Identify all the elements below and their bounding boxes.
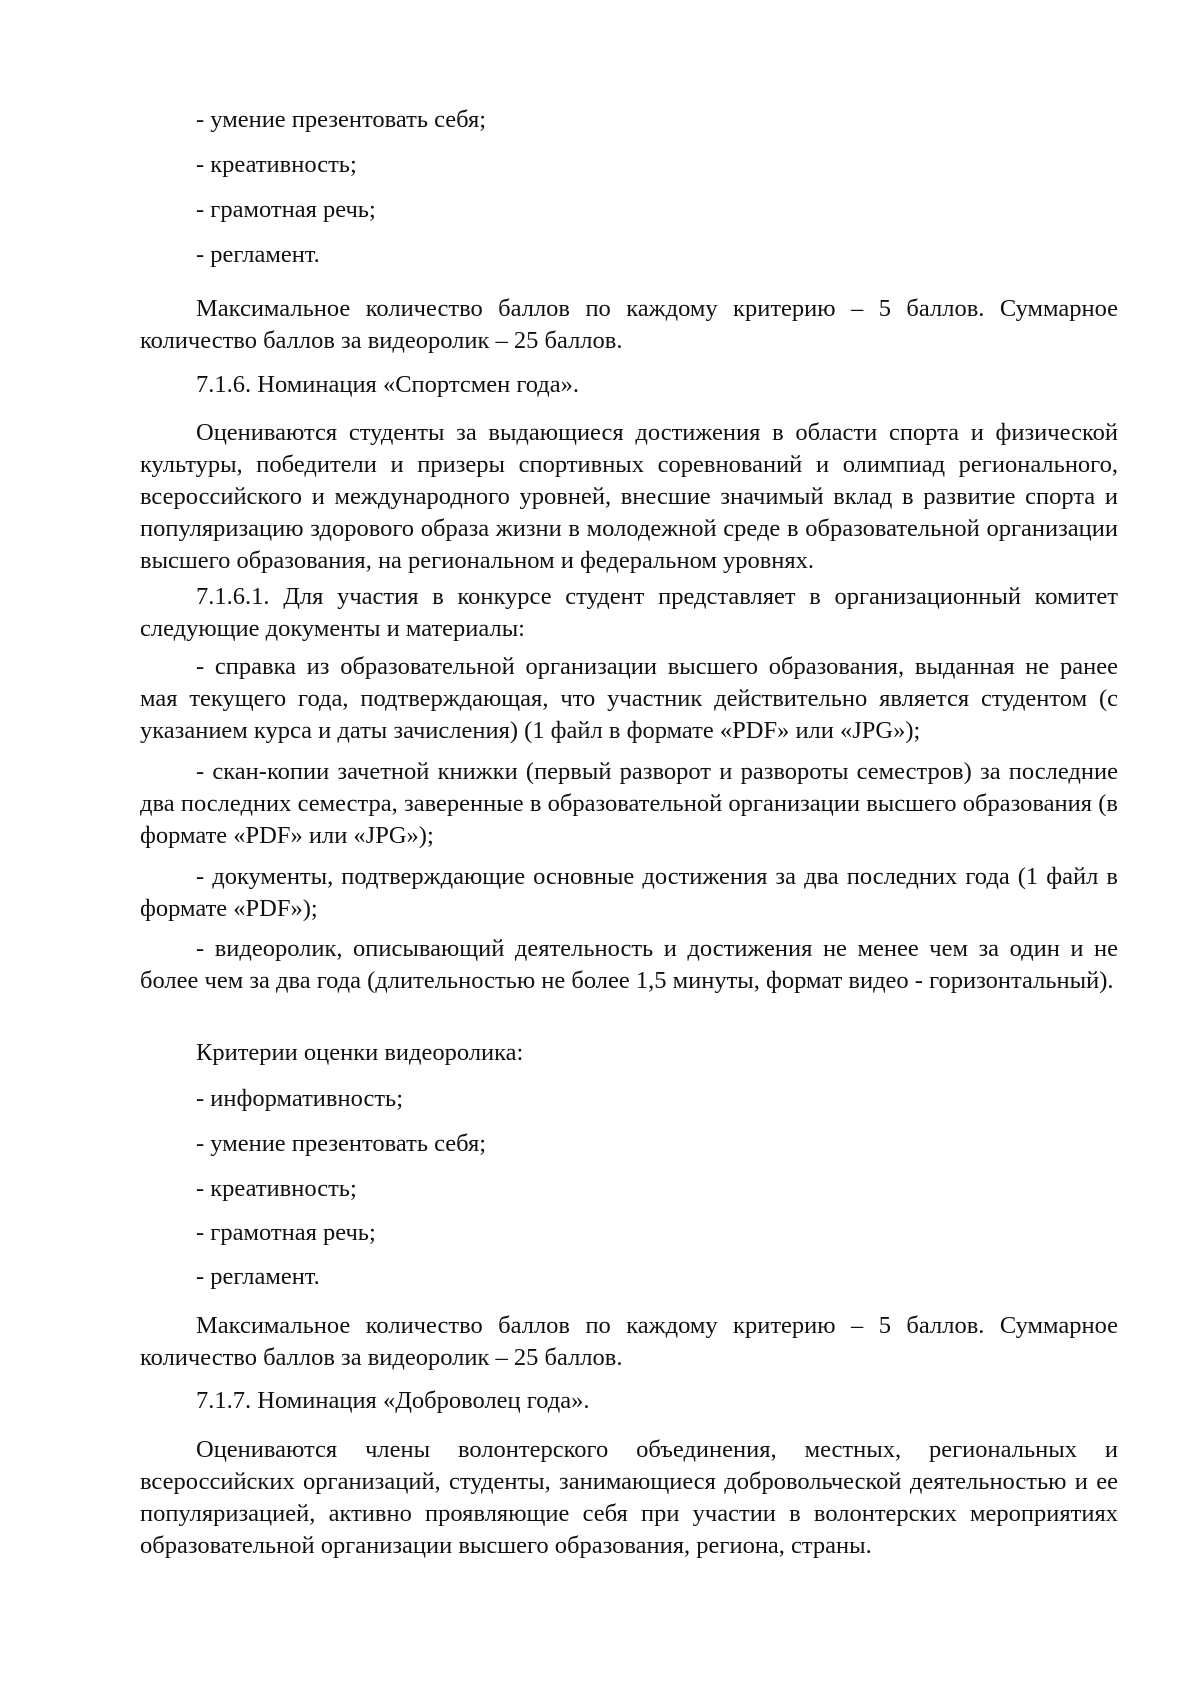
paragraph: Максимальное количество баллов по каждому критерию – 5 баллов. Суммарное количество баллов за видеоролик – 25 баллов. bbox=[140, 295, 1118, 354]
list-item: - информативность; bbox=[196, 1085, 404, 1112]
list-item: - умение презентовать себя; bbox=[196, 1130, 487, 1157]
section-heading: 7.1.6. Номинация «Спортсмен года». bbox=[196, 371, 580, 398]
paragraph: 7.1.6.1. Для участия в конкурсе студент представляет в организационный комитет следующие документы и материалы: bbox=[140, 583, 1118, 642]
list-item: - документы, подтверждающие основные достижения за два последних года (1 файл в формате «PDF»); bbox=[140, 863, 1118, 922]
list-item: - справка из образовательной организации высшего образования, выданная не ранее мая текущего года, подтверждающая, что участник действительно является студентом (с указанием курса и даты зачисления) (1 файл в формате «PDF» или «JPG»); bbox=[140, 653, 1118, 744]
section-heading: 7.1.7. Номинация «Доброволец года». bbox=[196, 1387, 590, 1414]
list-item: - умение презентовать себя; bbox=[196, 106, 487, 133]
list-item: - скан-копии зачетной книжки (первый разворот и развороты семестров) за последние два последних семестра, заверенные в образовательной организации высшего образования (в формате «PDF» или «JPG»); bbox=[140, 758, 1118, 849]
paragraph: Оцениваются члены волонтерского объединения, местных, региональных и всероссийских организаций, студенты, занимающиеся добровольческой деятельностью и ее популяризацией, активно проявляющие себя при участии в волонтерских мероприятиях образовательной организации высшего образования, региона, страны. bbox=[140, 1436, 1118, 1559]
paragraph: Максимальное количество баллов по каждому критерию – 5 баллов. Суммарное количество баллов за видеоролик – 25 баллов. bbox=[140, 1312, 1118, 1371]
list-item: - регламент. bbox=[196, 241, 320, 268]
paragraph: Оцениваются студенты за выдающиеся достижения в области спорта и физической культуры, победители и призеры спортивных соревнований и олимпиад регионального, всероссийского и международного уровней, внесшие значимый вклад в развитие спорта и популяризацию здорового образа жизни в молодежной среде в образовательной организации высшего образования, на региональном и федеральном уровнях. bbox=[140, 419, 1118, 574]
list-item: - грамотная речь; bbox=[196, 1219, 376, 1246]
subheading: Критерии оценки видеоролика: bbox=[196, 1039, 524, 1066]
list-item: - регламент. bbox=[196, 1263, 320, 1290]
list-item: - креативность; bbox=[196, 1175, 357, 1202]
list-item: - креативность; bbox=[196, 151, 357, 178]
list-item: - грамотная речь; bbox=[196, 196, 376, 223]
list-item: - видеоролик, описывающий деятельность и достижения не менее чем за один и не более чем за два года (длительностью не более 1,5 минуты, формат видео - горизонтальный). bbox=[140, 935, 1118, 994]
